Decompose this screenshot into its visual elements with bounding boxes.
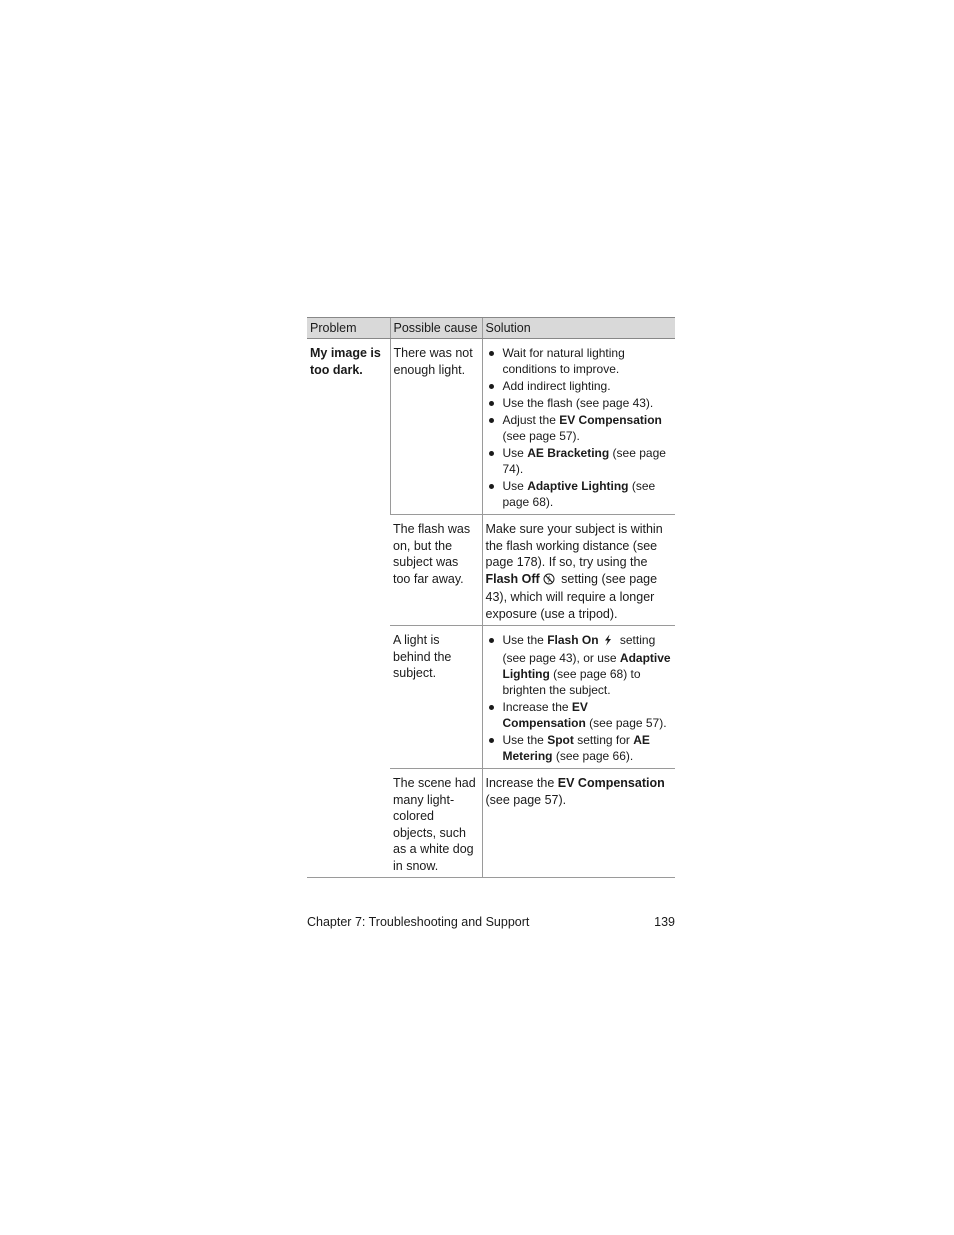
table-body	[307, 339, 675, 878]
list-item	[486, 395, 673, 411]
ui-term: Flash On	[547, 633, 599, 647]
cause-cell: The scene had many light-colored objects, such as a white dog in snow.	[390, 769, 482, 878]
ui-term: AE Bracketing	[527, 446, 610, 460]
cause-cell: A light is behind the subject.	[390, 626, 482, 769]
header-possible-cause: Possible cause	[390, 318, 482, 339]
ui-term: Spot	[547, 733, 574, 747]
footer-page-number: 139	[654, 915, 675, 929]
page-footer	[307, 915, 675, 929]
text-segment: Wait for natural lighting conditions to improve.	[502, 346, 625, 376]
ui-term: AE Metering	[502, 733, 650, 763]
flash-off-icon	[543, 573, 555, 590]
list-item	[486, 345, 673, 377]
solution-text	[486, 521, 673, 622]
text-segment: Use the flash (see page 43).	[502, 396, 654, 410]
text-segment: Use	[502, 446, 528, 460]
table-header-row	[307, 318, 675, 339]
troubleshooting-table	[307, 317, 675, 878]
solution-cell	[482, 515, 675, 626]
ui-term: Adaptive Lighting	[527, 479, 629, 493]
list-item	[486, 632, 673, 698]
solution-cell	[482, 769, 675, 878]
ui-term: EV Compensation	[557, 776, 665, 790]
text-segment: (see page 68).	[502, 479, 656, 509]
solution-text	[486, 775, 673, 808]
list-item	[486, 699, 673, 731]
list-item	[486, 732, 673, 764]
header-solution: Solution	[482, 318, 675, 339]
list-item	[486, 478, 673, 510]
solution-cell	[482, 339, 675, 515]
text-segment: (see page 57).	[502, 429, 580, 443]
text-segment: Use the	[502, 633, 548, 647]
list-item	[486, 412, 673, 444]
text-segment: setting (see page 43), or use	[502, 633, 656, 665]
text-segment: Use	[502, 479, 528, 493]
ui-term: Flash Off	[485, 571, 540, 586]
cause-cell: There was not enough light.	[390, 339, 482, 515]
list-item	[486, 445, 673, 477]
text-segment: (see page 57).	[485, 792, 567, 807]
text-segment: setting for	[573, 733, 634, 747]
flash-on-icon	[602, 634, 614, 650]
list-item	[486, 378, 673, 394]
ui-term: Adaptive Lighting	[502, 651, 671, 681]
cause-cell: The flash was on, but the subject was too far away.	[390, 515, 482, 626]
troubleshooting-table-container	[307, 317, 675, 878]
text-segment: (see page 57).	[585, 716, 667, 730]
solution-list	[486, 632, 673, 764]
text-segment: Make sure your subject is within the flash working distance (see page 178). If so, try using the	[485, 522, 663, 569]
ui-term: EV Compensation	[559, 413, 662, 427]
text-segment: Add indirect lighting.	[502, 379, 611, 393]
ui-term: EV Compensation	[502, 700, 588, 730]
problem-cell: My image is too dark.	[307, 339, 390, 878]
text-segment: Increase the	[502, 700, 572, 714]
text-segment: Increase the	[485, 776, 558, 790]
solution-list	[486, 345, 673, 510]
text-segment: (see page 66).	[552, 749, 634, 763]
table-row	[307, 339, 675, 515]
footer-chapter-title: Chapter 7: Troubleshooting and Support	[307, 915, 530, 929]
solution-cell	[482, 626, 675, 769]
header-problem: Problem	[307, 318, 390, 339]
text-segment: (see page 74).	[502, 446, 666, 476]
text-segment: setting (see page 43), which will require a longer exposure (use a tripod).	[485, 571, 658, 621]
text-segment: Adjust the	[502, 413, 560, 427]
text-segment: (see page 68) to brighten the subject.	[502, 667, 641, 697]
text-segment: Use the	[502, 733, 548, 747]
